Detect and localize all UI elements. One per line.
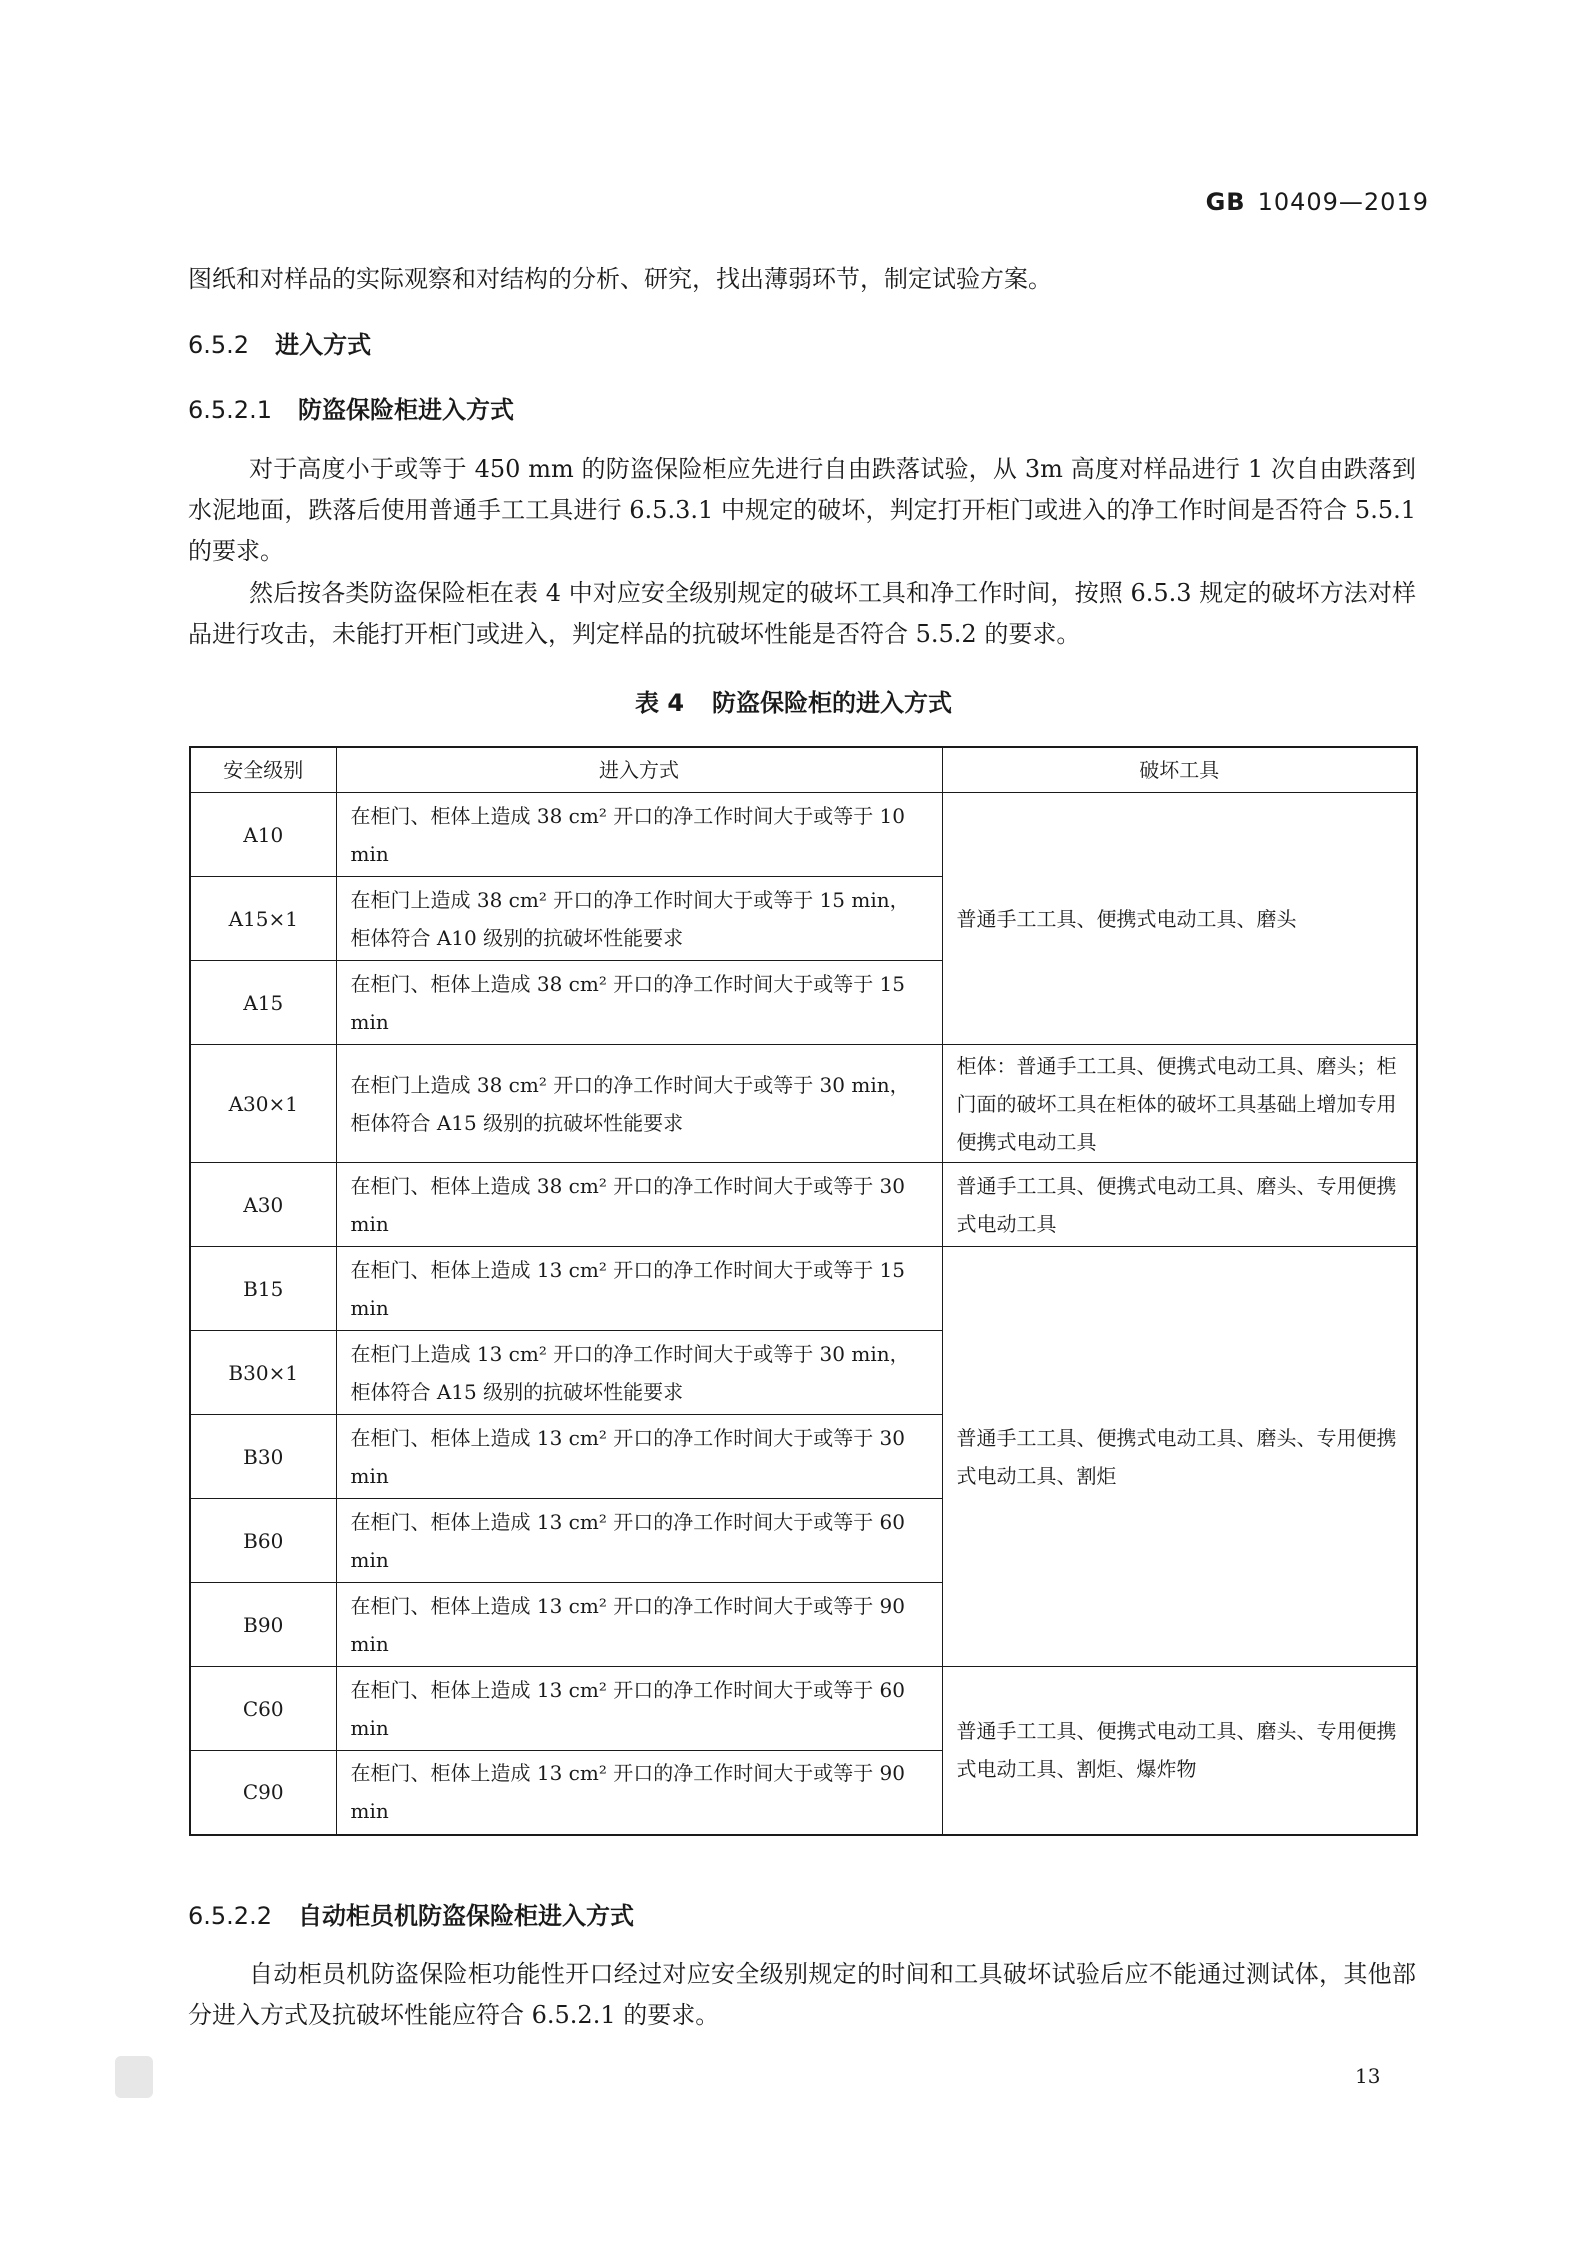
entry-method-cell: 在柜门上造成 38 cm² 开口的净工作时间大于或等于 30 min，柜体符合 A15 级别的抗破坏性能要求 [336,1045,942,1163]
page-number: 13 [1355,2064,1381,2088]
table-row [190,1045,1417,1163]
security-level-cell: B30×1 [190,1331,336,1415]
security-level-cell: B60 [190,1499,336,1583]
entry-method-cell: 在柜门、柜体上造成 38 cm² 开口的净工作时间大于或等于 30 min [336,1163,942,1247]
entry-method-cell: 在柜门、柜体上造成 13 cm² 开口的净工作时间大于或等于 60 min [336,1667,942,1751]
entry-method-cell: 在柜门上造成 13 cm² 开口的净工作时间大于或等于 30 min，柜体符合 A15 级别的抗破坏性能要求 [336,1331,942,1415]
entry-method-cell: 在柜门、柜体上造成 13 cm² 开口的净工作时间大于或等于 90 min [336,1583,942,1667]
section-title: 自动柜员机防盗保险柜进入方式 [297,1902,634,1930]
paragraph-drop-test: 对于高度小于或等于 450 mm 的防盗保险柜应先进行自由跌落试验，从 3m 高度对样品进行 1 次自由跌落到水泥地面，跌落后使用普通手工工具进行 6.5.3.1 中规定的破坏，判定打开柜门或进入的净工作时间是否符合 5.5.1 的要求。 [188,455,1416,565]
entry-method-cell: 在柜门、柜体上造成 13 cm² 开口的净工作时间大于或等于 30 min [336,1415,942,1499]
entry-methods-table [189,746,1418,1836]
entry-method-cell: 在柜门、柜体上造成 38 cm² 开口的净工作时间大于或等于 10 min [336,793,942,877]
paragraph-attack-test: 然后按各类防盗保险柜在表 4 中对应安全级别规定的破坏工具和净工作时间，按照 6.5.3 规定的破坏方法对样品进行攻击，未能打开柜门或进入，判定样品的抗破坏性能是否符合 5.5.2 的要求。 [188,579,1416,648]
attack-tools-cell: 普通手工工具、便携式电动工具、磨头 [942,793,1417,1045]
security-level-cell: C60 [190,1667,336,1751]
security-level-cell: A10 [190,793,336,877]
table-caption [0,683,1587,718]
standard-prefix: GB [1205,188,1246,216]
table-row [190,1163,1417,1247]
section-number: 6.5.2 [188,331,250,359]
section-heading-6-5-2-2 [188,1896,634,1931]
security-level-cell: B90 [190,1583,336,1667]
security-level-cell: A30×1 [190,1045,336,1163]
attack-tools-cell: 普通手工工具、便携式电动工具、磨头、专用便携式电动工具、割炬 [942,1247,1417,1667]
section-number: 6.5.2.2 [188,1902,272,1930]
attack-tools-cell: 普通手工工具、便携式电动工具、磨头、专用便携式电动工具、割炬、爆炸物 [942,1667,1417,1835]
entry-method-cell: 在柜门、柜体上造成 13 cm² 开口的净工作时间大于或等于 60 min [336,1499,942,1583]
page-corner-mark [115,2056,153,2098]
security-level-cell: B15 [190,1247,336,1331]
security-level-cell: C90 [190,1751,336,1835]
section-title: 进入方式 [275,331,372,359]
security-level-cell: A15 [190,961,336,1045]
table-row [190,1667,1417,1751]
standard-number [1206,188,1429,216]
entry-method-cell: 在柜门上造成 38 cm² 开口的净工作时间大于或等于 15 min，柜体符合 A10 级别的抗破坏性能要求 [336,877,942,961]
table-number: 表 4 [634,689,685,717]
table-row [190,1247,1417,1331]
section-heading-6-5-2 [188,325,371,360]
paragraph-continuation: 图纸和对样品的实际观察和对结构的分析、研究，找出薄弱环节，制定试验方案。 [188,265,1052,293]
section-title: 防盗保险柜进入方式 [297,396,514,424]
paragraph-atm-safe: 自动柜员机防盗保险柜功能性开口经过对应安全级别规定的时间和工具破坏试验后应不能通过测试体，其他部分进入方式及抗破坏性能应符合 6.5.2.1 的要求。 [188,1960,1416,2029]
header-entry-method: 进入方式 [336,747,942,793]
attack-tools-cell: 柜体：普通手工工具、便携式电动工具、磨头；柜门面的破坏工具在柜体的破坏工具基础上增加专用便携式电动工具 [942,1045,1417,1163]
header-security-level: 安全级别 [190,747,336,793]
section-number: 6.5.2.1 [188,396,272,424]
section-heading-6-5-2-1 [188,390,514,425]
table-header-row [190,747,1417,793]
entry-method-cell: 在柜门、柜体上造成 13 cm² 开口的净工作时间大于或等于 15 min [336,1247,942,1331]
standard-code: 10409—2019 [1257,188,1429,216]
security-level-cell: A30 [190,1163,336,1247]
table-row [190,793,1417,877]
attack-tools-cell: 普通手工工具、便携式电动工具、磨头、专用便携式电动工具 [942,1163,1417,1247]
entry-method-cell: 在柜门、柜体上造成 38 cm² 开口的净工作时间大于或等于 15 min [336,961,942,1045]
table-title: 防盗保险柜的进入方式 [712,689,953,717]
security-level-cell: A15×1 [190,877,336,961]
entry-method-cell: 在柜门、柜体上造成 13 cm² 开口的净工作时间大于或等于 90 min [336,1751,942,1835]
header-attack-tools: 破坏工具 [942,747,1417,793]
security-level-cell: B30 [190,1415,336,1499]
